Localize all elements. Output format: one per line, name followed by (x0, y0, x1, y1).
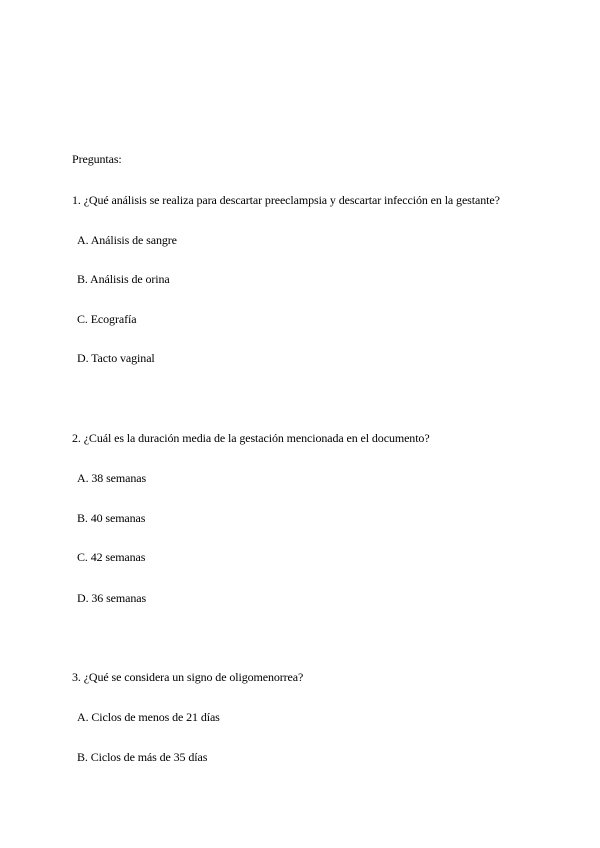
question-1-option-b: B. Análisis de orina (77, 272, 170, 286)
question-1-option-a: A. Análisis de sangre (77, 233, 177, 247)
question-1-option-c: C. Ecografía (77, 312, 137, 326)
question-1-option-d: D. Tacto vaginal (77, 351, 155, 365)
question-2-text: 2. ¿Cuál es la duración media de la gestación mencionada en el documento? (72, 431, 430, 445)
question-2-option-b: B. 40 semanas (77, 511, 146, 525)
question-2-option-c: C. 42 semanas (77, 550, 146, 564)
question-2-option-a: A. 38 semanas (77, 471, 147, 485)
question-2-option-d: D. 36 semanas (77, 591, 147, 605)
question-3-text: 3. ¿Qué se considera un signo de oligomenorrea? (72, 670, 304, 684)
section-heading: Preguntas: (72, 152, 122, 166)
question-3-option-a: A. Ciclos de menos de 21 días (77, 710, 220, 724)
question-3-option-b: B. Ciclos de más de 35 días (77, 750, 208, 764)
question-1-text: 1. ¿Qué análisis se realiza para descartar preeclampsia y descartar infección en la gestante? (72, 193, 500, 207)
